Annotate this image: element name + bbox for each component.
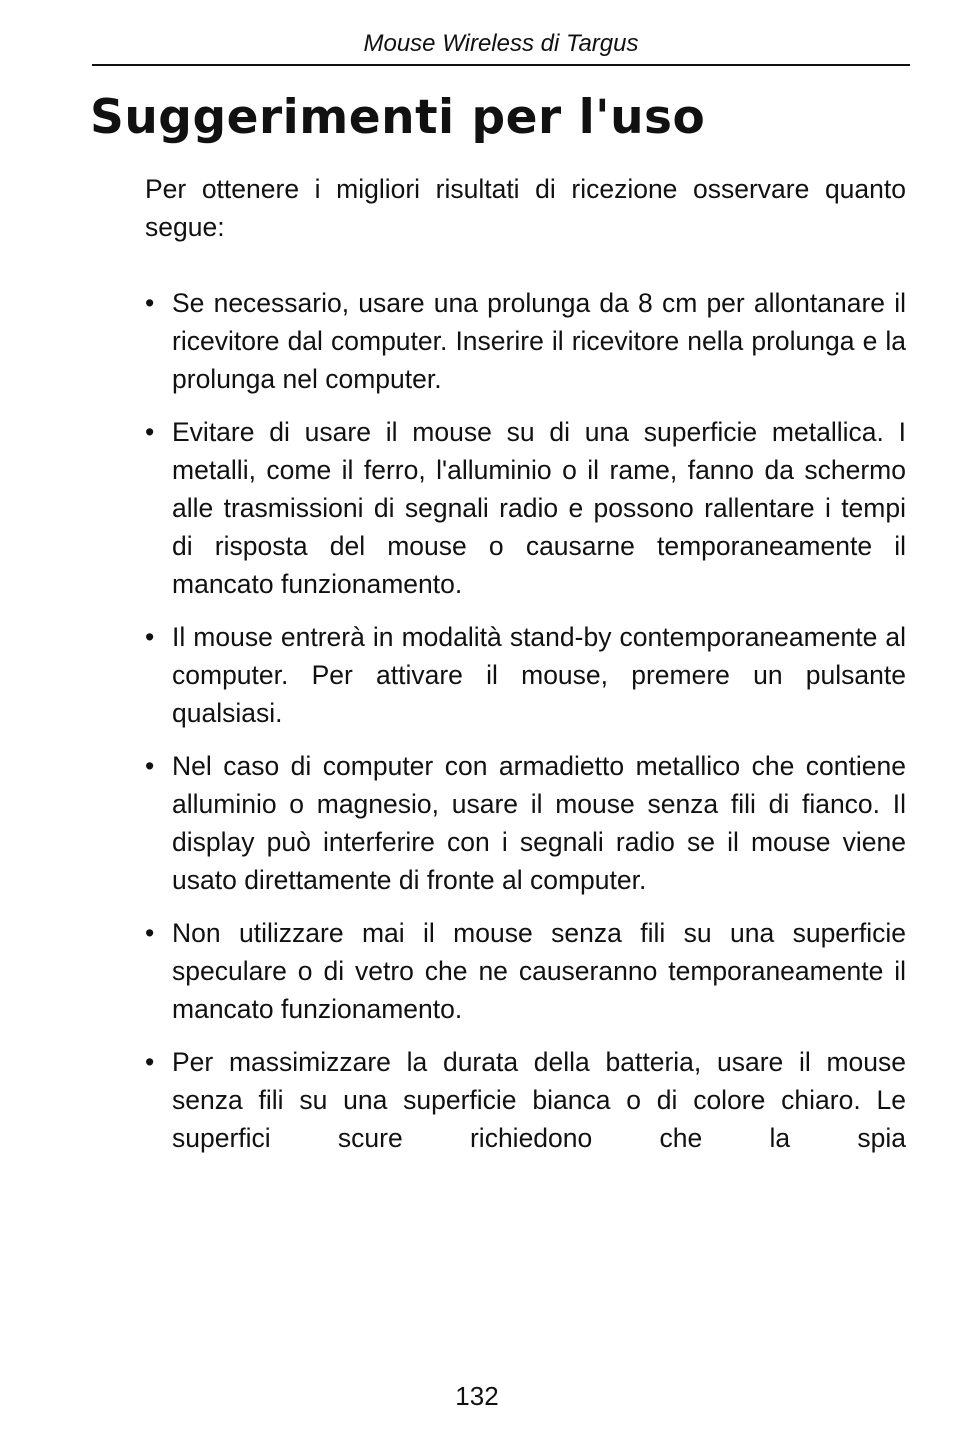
intro-paragraph: Per ottenere i migliori risultati di ricezione osservare quanto segue: bbox=[145, 174, 906, 242]
list-item-text: Il mouse entrerà in modalità stand-by contemporaneamente al computer. Per attivare il mouse, premere un pulsante qualsiasi. bbox=[172, 622, 906, 728]
list-item bbox=[145, 1043, 906, 1157]
list-item bbox=[145, 284, 906, 398]
list-item bbox=[145, 747, 906, 899]
page-number: 132 bbox=[455, 1381, 499, 1411]
list-item-text: Evitare di usare il mouse su di una superficie metallica. I metalli, come il ferro, l'alluminio o il rame, fanno da schermo alle trasmissioni di segnali radio e possono rallentare i tempi di risposta del mouse o causarne temporaneamente il mancato funzionamento. bbox=[172, 417, 906, 599]
page-title: Suggerimenti per l'uso bbox=[90, 90, 706, 145]
page-content bbox=[145, 170, 906, 1157]
running-header: Mouse Wireless di Targus bbox=[92, 26, 910, 66]
list-item bbox=[145, 914, 906, 1028]
bullet-icon: • bbox=[145, 417, 155, 447]
list-item-text: Se necessario, usare una prolunga da 8 cm per allontanare il ricevitore dal computer. Inserire il ricevitore nella prolunga e la prolunga nel computer. bbox=[172, 288, 906, 394]
bullet-icon: • bbox=[145, 288, 155, 318]
bullet-icon: • bbox=[145, 751, 155, 781]
tips-list bbox=[145, 284, 906, 1157]
bullet-icon: • bbox=[145, 1047, 155, 1077]
list-item bbox=[145, 618, 906, 732]
bullet-icon: • bbox=[145, 622, 155, 652]
list-item-text: Nel caso di computer con armadietto metallico che contiene alluminio o magnesio, usare il mouse senza fili di fianco. Il display può interferire con i segnali radio se il mouse viene usato direttamente di fronte al computer. bbox=[172, 751, 906, 895]
list-item-text: Per massimizzare la durata della batteria, usare il mouse senza fili su una superficie bianca o di colore chiaro. Le superfici scure richiedono che la spia bbox=[172, 1047, 906, 1153]
list-item bbox=[145, 413, 906, 603]
bullet-icon: • bbox=[145, 918, 155, 948]
list-item-text: Non utilizzare mai il mouse senza fili su una superficie speculare o di vetro che ne causeranno temporaneamente il mancato funzionamento. bbox=[172, 918, 906, 1024]
